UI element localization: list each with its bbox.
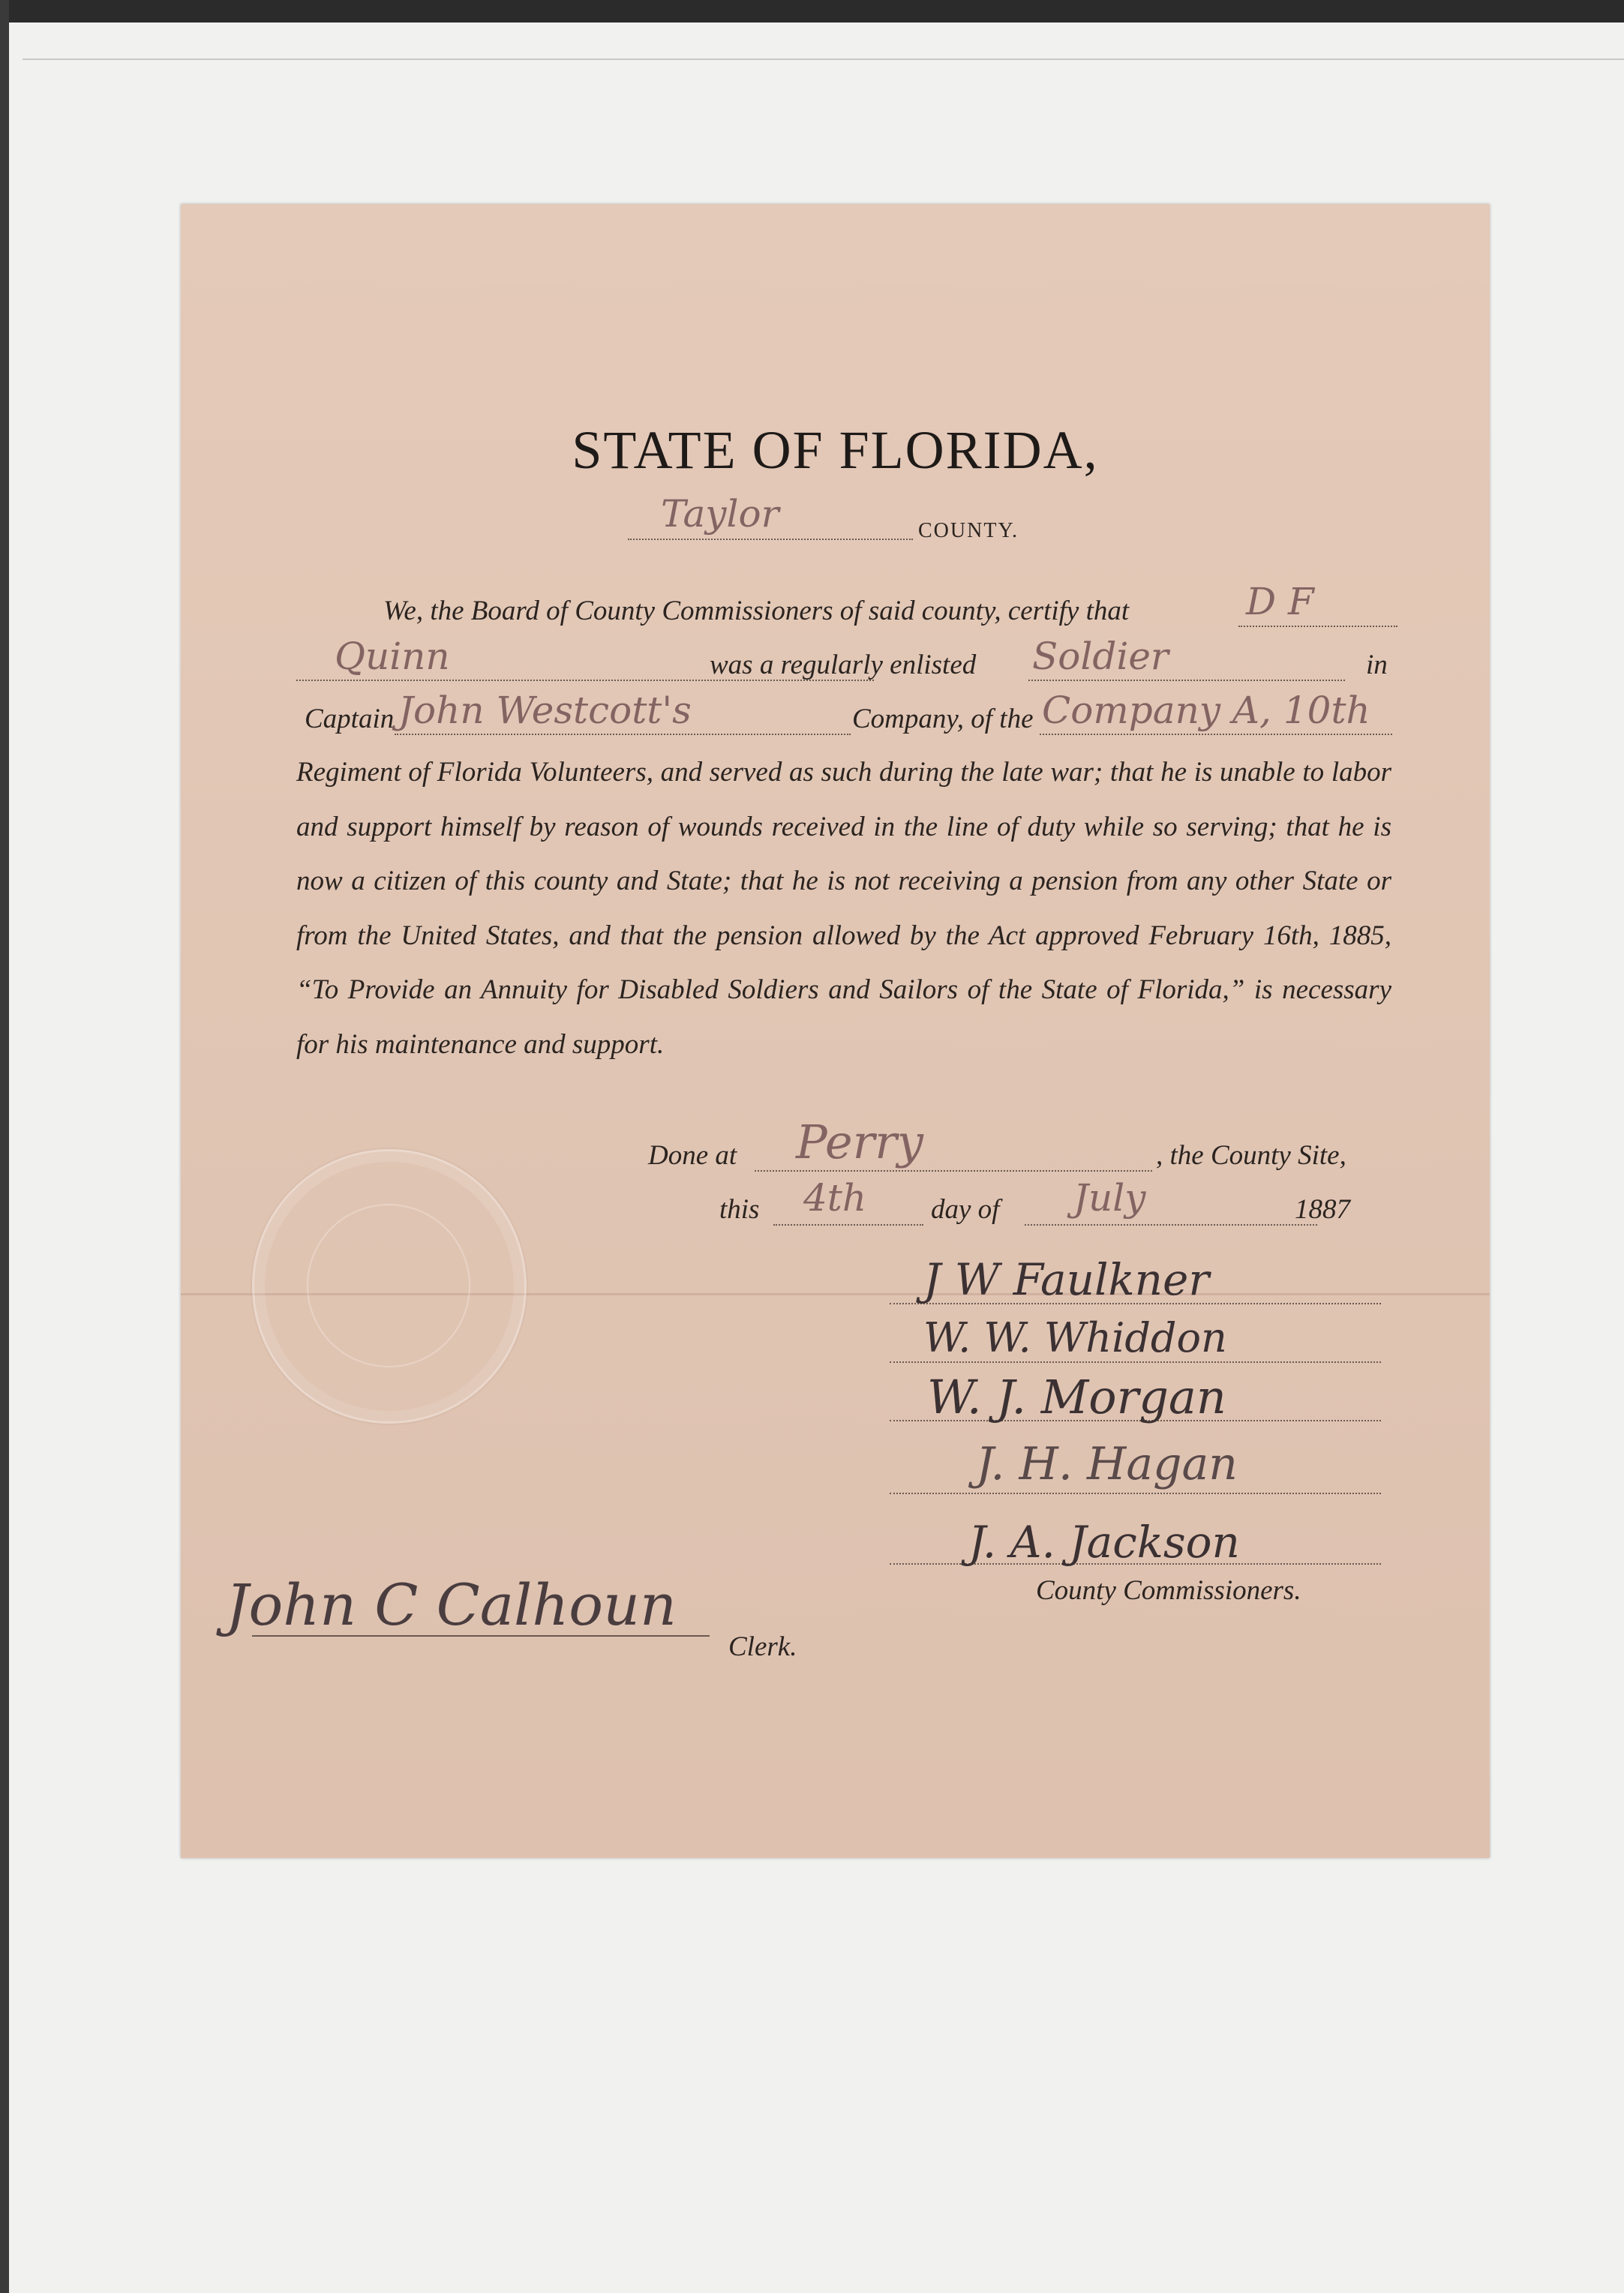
commissioner-signature-4: J. H. Hagan (976, 1438, 1238, 1490)
county-name-handwritten: Taylor (661, 492, 779, 536)
captain-fill-line (395, 734, 851, 735)
scan-border-left (0, 0, 9, 2293)
clerk-signature: John C Calhoun (226, 1571, 677, 1638)
commissioner-signature-2: W. W. Whiddon (923, 1314, 1227, 1361)
done-at-text: Done at (648, 1140, 737, 1171)
soldier-initials-handwritten: D F (1246, 580, 1314, 623)
rank-fill-line (1028, 680, 1345, 681)
commissioner-signature-5: J. A. Jackson (968, 1517, 1240, 1568)
place-handwritten: Perry (796, 1115, 923, 1169)
month-fill-line (1025, 1224, 1317, 1226)
soldier-surname-handwritten: Quinn (335, 635, 450, 678)
scanner-edge-line (23, 59, 1624, 60)
this-text: this (719, 1194, 760, 1225)
clerk-label: Clerk. (728, 1631, 797, 1662)
signature-line-4 (890, 1493, 1381, 1494)
company-fill-line (1040, 734, 1392, 735)
commissioner-signature-1: J W Faulkner (923, 1254, 1210, 1305)
company-name-handwritten: Company A, 10th (1042, 689, 1370, 732)
certificate-document (181, 204, 1490, 1858)
day-handwritten: 4th (803, 1176, 867, 1220)
rank-handwritten: Soldier (1032, 635, 1169, 678)
place-fill-line (755, 1170, 1152, 1172)
company-of-text: Company, of the (852, 704, 1034, 734)
county-commissioners-label: County Commissioners. (1036, 1575, 1301, 1606)
captain-name-handwritten: John Westcott's (398, 689, 692, 732)
clerk-signature-line (252, 1635, 710, 1637)
captain-text: Captain (305, 704, 395, 734)
certificate-body-text: Regiment of Florida Volunteers, and served as such during the late war; that he is unable to labor and support himself by reason of wounds received in the line of duty while so serving; that he is now a citizen of this county and State; that he is not receiving a pension from any other State or from the United States, and that the pension allowed by the Act approved February 16th, 1885, “To Provide an Annuity for Disabled Soldiers and Sailors of the State of Florida,” is necessary for his maintenance and support. (296, 757, 1391, 1060)
county-site-text: , the County Site, (1156, 1140, 1346, 1171)
initials-fill-line (1238, 626, 1397, 627)
month-handwritten: July (1073, 1176, 1146, 1220)
document-title: STATE OF FLORIDA, (572, 420, 1099, 480)
year-text: 1887 (1295, 1194, 1350, 1225)
day-of-text: day of (931, 1194, 1000, 1225)
county-label: COUNTY. (918, 519, 1019, 542)
enlisted-text: was a regularly enlisted (710, 650, 977, 680)
in-text: in (1366, 650, 1388, 680)
embossed-county-seal (252, 1149, 527, 1424)
signature-line-2 (890, 1361, 1381, 1363)
day-fill-line (773, 1224, 923, 1226)
scan-border-top (0, 0, 1624, 23)
commissioner-signature-3: W. J. Morgan (927, 1370, 1226, 1424)
certify-intro-text: We, the Board of County Commissioners of said county, certify that (383, 596, 1130, 626)
county-fill-line (628, 539, 913, 540)
